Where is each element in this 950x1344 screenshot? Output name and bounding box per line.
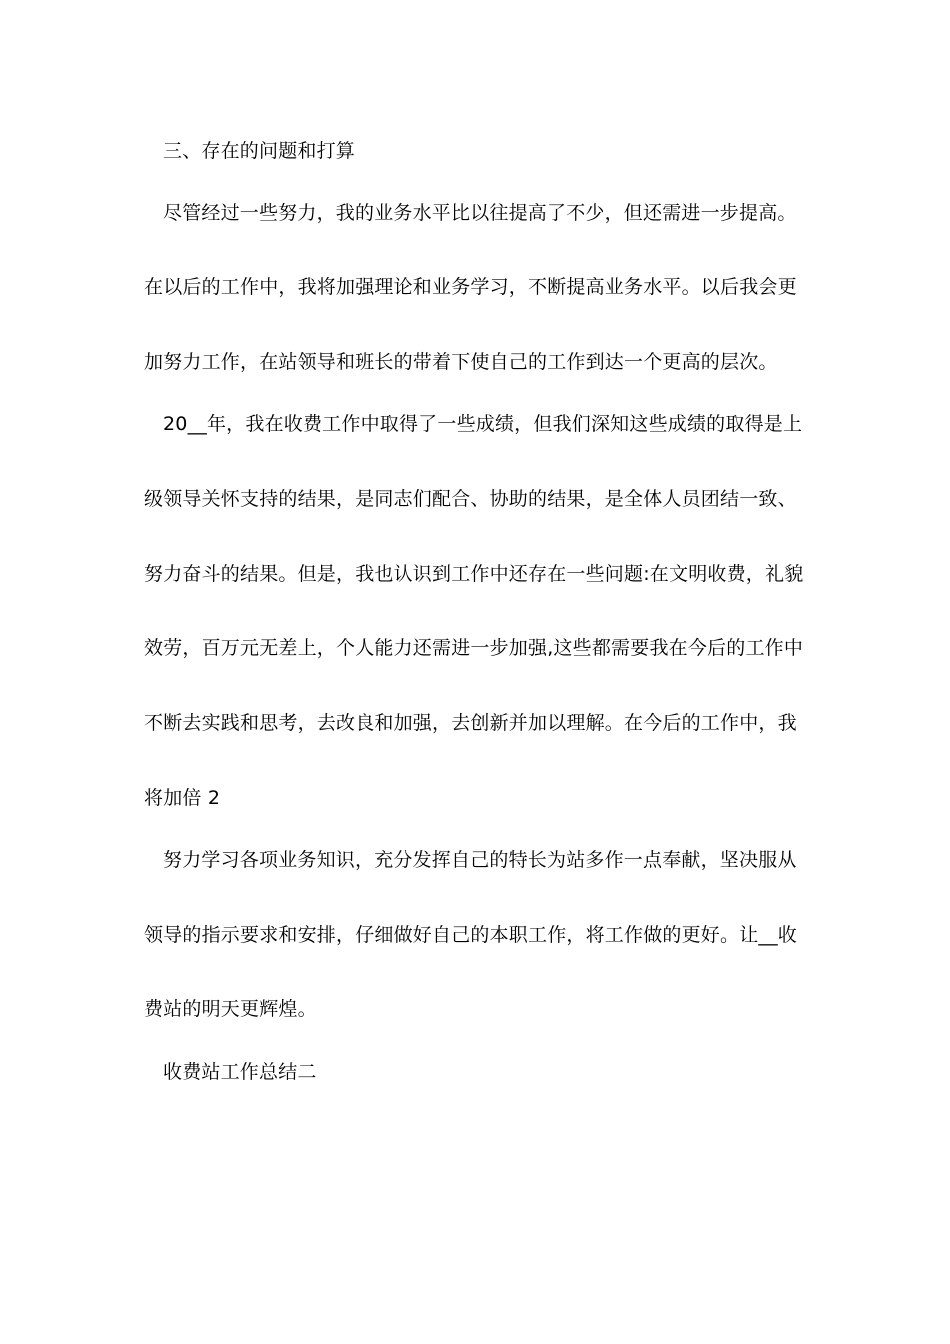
paragraph-line: 尽管经过一些努力，我的业务水平比以往提高了不少，但还需进一步提高。: [163, 202, 797, 224]
paragraph-line: 努力奋斗的结果。但是，我也认识到工作中还存在一些问题:在文明收费，礼貌: [144, 563, 804, 585]
paragraph-line: 20__年，我在收费工作中取得了一些成绩，但我们深知这些成绩的取得是上: [163, 413, 803, 435]
section-heading: 三、存在的问题和打算: [163, 140, 356, 162]
paragraph-line: 加努力工作，在站领导和班长的带着下使自己的工作到达一个更高的层次。: [144, 351, 778, 373]
paragraph-line: 将加倍 2: [144, 787, 221, 809]
paragraph-line: 努力学习各项业务知识，充分发挥自己的特长为站多作一点奉献，坚决服从: [163, 849, 797, 871]
section-heading: 收费站工作总结二: [163, 1061, 317, 1083]
paragraph-line: 效劳，百万元无差上，个人能力还需进一步加强,这些都需要我在今后的工作中: [144, 637, 804, 659]
paragraph-line: 在以后的工作中，我将加强理论和业务学习，不断提高业务水平。以后我会更: [144, 276, 797, 298]
paragraph-line: 不断去实践和思考，去改良和加强，去创新并加以理解。在今后的工作中，我: [144, 712, 797, 734]
paragraph-line: 级领导关怀支持的结果，是同志们配合、协助的结果，是全体人员团结一致、: [144, 488, 797, 510]
paragraph-line: 费站的明天更辉煌。: [144, 998, 317, 1020]
paragraph-line: 领导的指示要求和安排，仔细做好自己的本职工作，将工作做的更好。让__收: [144, 924, 798, 946]
